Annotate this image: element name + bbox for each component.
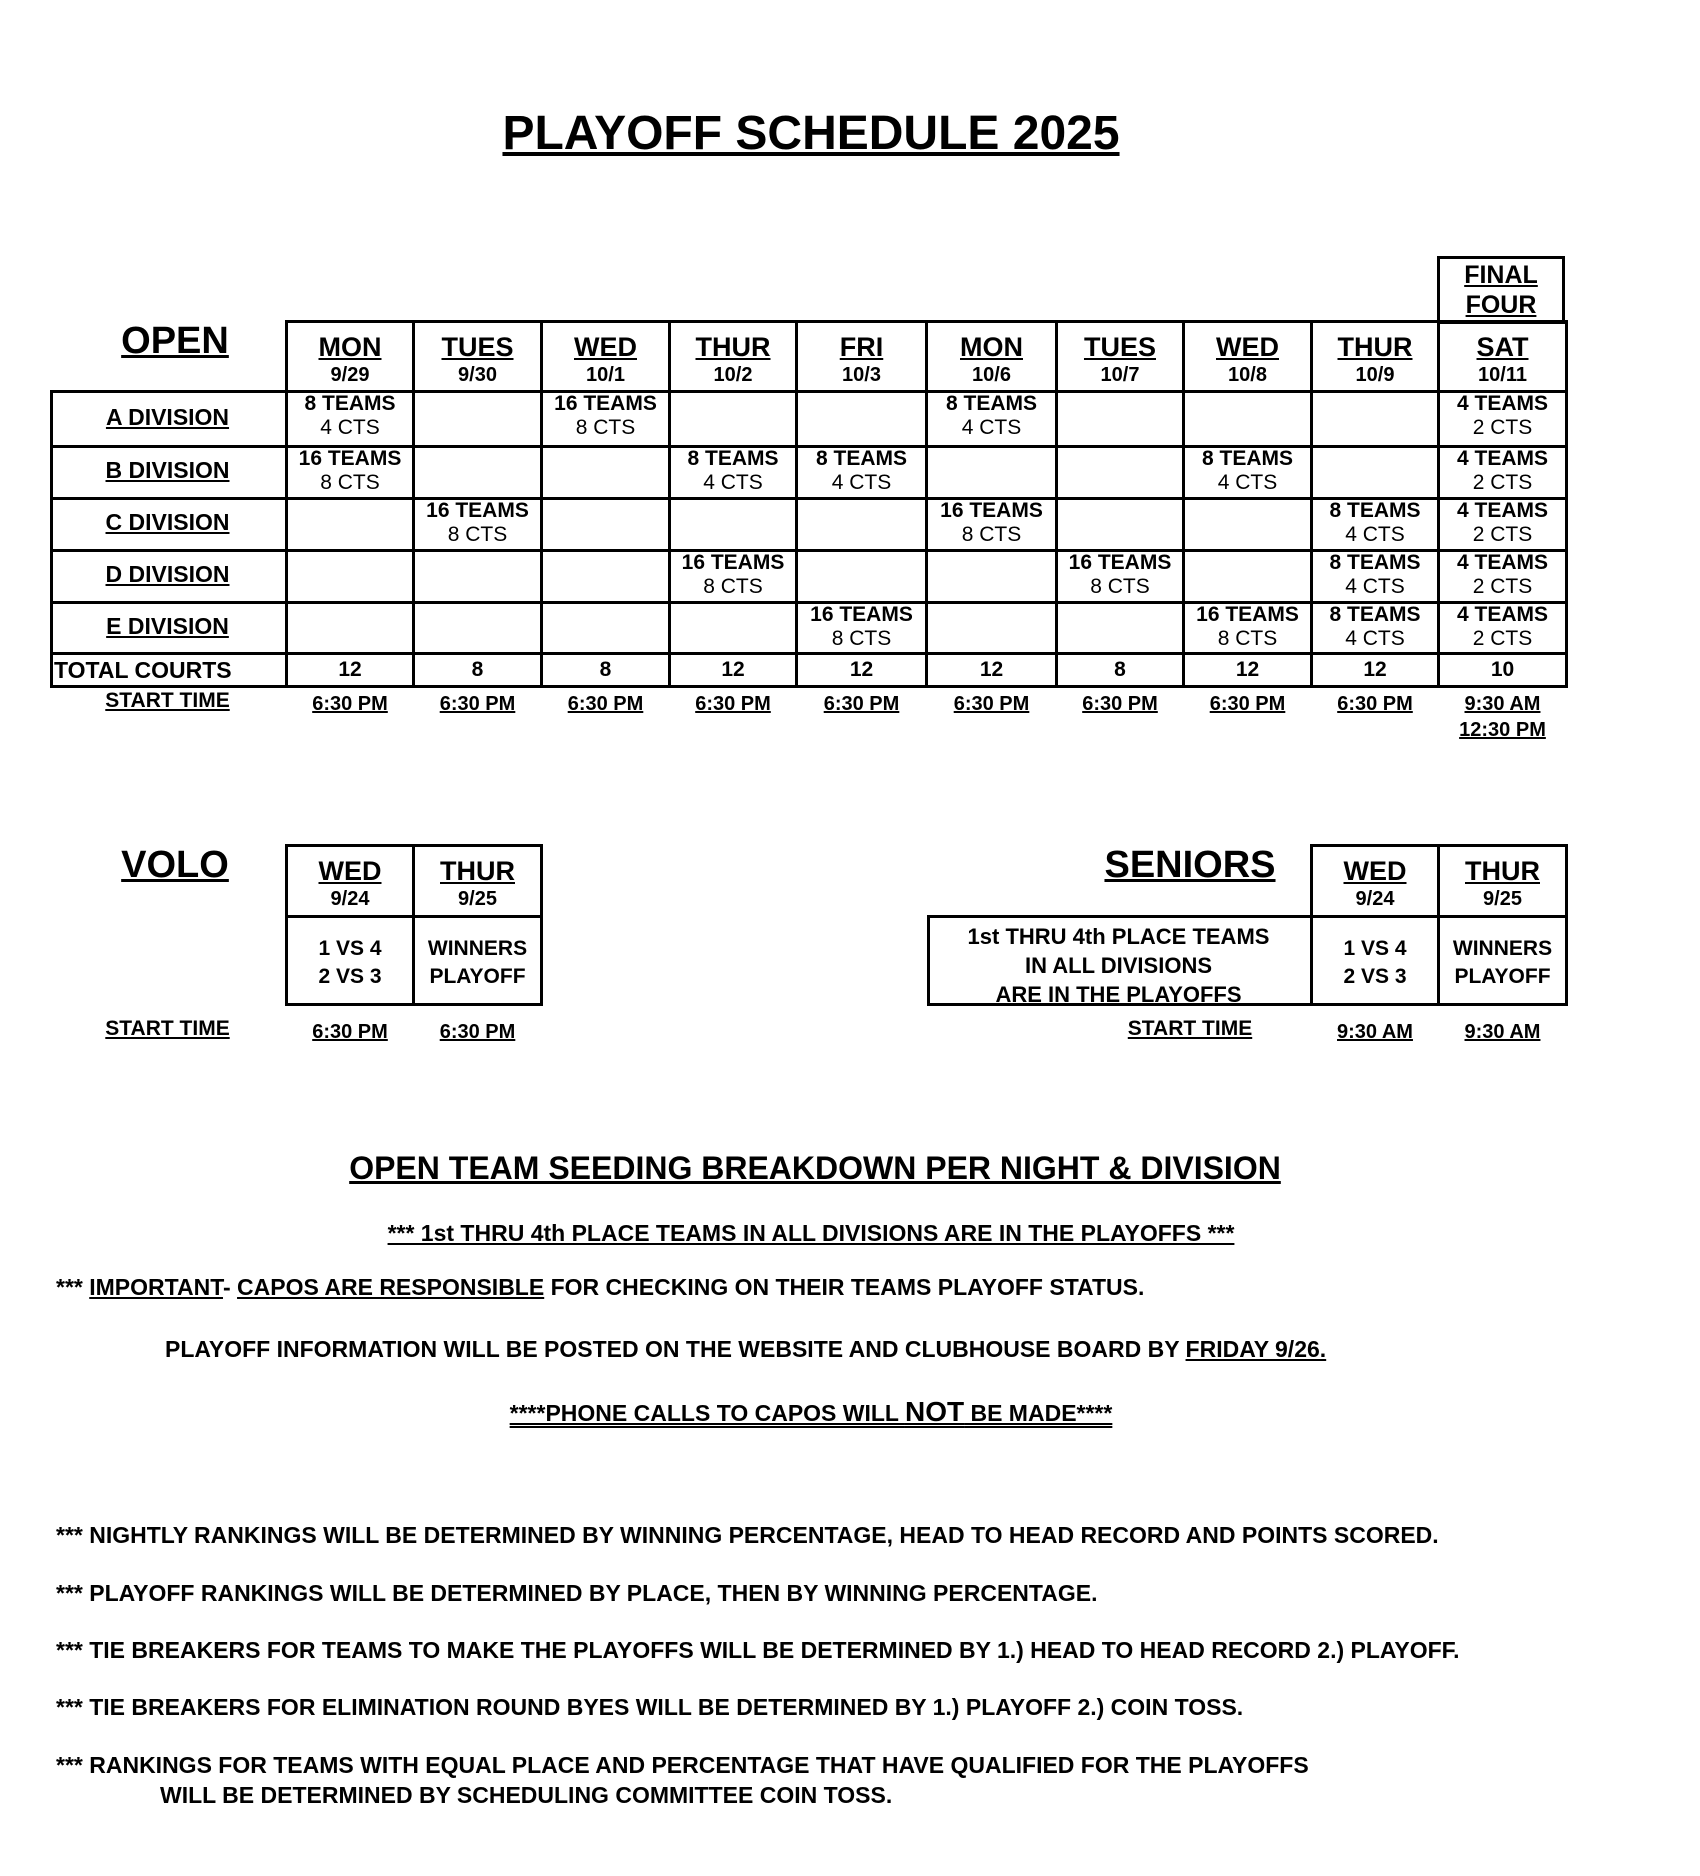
final-four-line2: FOUR <box>1465 291 1537 319</box>
important-line <box>56 1274 1144 1301</box>
total-courts-value: 12 <box>721 658 745 681</box>
total-courts-value: 12 <box>979 658 1004 681</box>
start-time-value: 6:30 PM <box>1209 693 1286 715</box>
courts-count: 8 CTS <box>575 416 636 439</box>
courts-count: 8 CTS <box>1090 575 1150 598</box>
courts-count: 2 CTS <box>1472 575 1533 598</box>
posted-info-line <box>165 1336 1326 1363</box>
courts-count: 8 CTS <box>961 523 1022 546</box>
capos-responsible: CAPOS ARE RESPONSIBLE <box>237 1274 545 1300</box>
column-day: MON <box>960 332 1023 362</box>
note-line: 1st THRU 4th PLACE TEAMS <box>967 924 1270 949</box>
rule-nightly-rankings: *** NIGHTLY RANKINGS WILL BE DETERMINED BY WINNING PERCENTAGE, HEAD TO HEAD RECORD AND POINTS SCORED. <box>56 1522 1439 1548</box>
courts-count: 4 CTS <box>1345 575 1405 598</box>
teams-count: 16 TEAMS <box>554 392 657 415</box>
teams-count: 16 TEAMS <box>681 551 785 574</box>
matchup-line: WINNERS <box>427 937 528 960</box>
teams-count: 4 TEAMS <box>1456 551 1548 574</box>
seniors-qualification-note <box>927 922 1310 1009</box>
teams-count: 16 TEAMS <box>426 499 529 522</box>
courts-count: 4 CTS <box>1217 471 1278 494</box>
open-column-header <box>540 332 671 388</box>
teams-count: 4 TEAMS <box>1456 447 1548 470</box>
column-day: THUR <box>1465 856 1540 886</box>
division-night-cell <box>412 499 543 547</box>
courts-count: 8 CTS <box>447 523 508 546</box>
volo-start-time-label: START TIME <box>105 1017 230 1040</box>
rule-equal-place-continuation: WILL BE DETERMINED BY SCHEDULING COMMITTEE COIN TOSS. <box>160 1782 893 1808</box>
courts-count: 2 CTS <box>1472 471 1533 494</box>
rule-playoff-rankings: *** PLAYOFF RANKINGS WILL BE DETERMINED BY PLACE, THEN BY WINNING PERCENTAGE. <box>56 1580 1098 1606</box>
column-day: FRI <box>839 332 884 362</box>
volo-column-header <box>412 856 543 912</box>
final-four-line1: FINAL <box>1464 261 1538 289</box>
total-courts-value: 12 <box>1363 658 1387 681</box>
division-night-cell <box>1437 603 1568 651</box>
column-date: 10/3 <box>842 364 881 386</box>
seeding-heading: OPEN TEAM SEEDING BREAKDOWN PER NIGHT & DIVISION <box>349 1150 1281 1186</box>
column-day: SAT <box>1476 332 1529 362</box>
open-section-label: OPEN <box>121 320 229 362</box>
volo-matchup-cell <box>412 935 543 991</box>
column-date: 10/6 <box>972 364 1011 386</box>
column-day: MON <box>318 332 382 362</box>
courts-count: 4 CTS <box>703 471 763 494</box>
volo-start-time-value: 6:30 PM <box>439 1021 516 1043</box>
page-title: PLAYOFF SCHEDULE 2025 <box>502 107 1120 160</box>
matchup-line: 1 VS 4 <box>1343 937 1407 960</box>
courts-count: 8 CTS <box>320 471 380 494</box>
important-dash: - <box>222 1274 238 1300</box>
division-night-cell <box>1182 447 1313 495</box>
start-time-extra: 12:30 PM <box>1459 719 1546 741</box>
courts-count: 8 CTS <box>703 575 763 598</box>
division-label: C DIVISION <box>105 509 230 535</box>
courts-count: 2 CTS <box>1472 627 1533 650</box>
column-date: 10/2 <box>713 364 753 386</box>
seniors-mid-border <box>927 915 1568 918</box>
open-column-header <box>1182 332 1313 388</box>
courts-count: 4 CTS <box>1345 523 1405 546</box>
division-night-cell <box>1182 603 1313 651</box>
column-day: TUES <box>1083 332 1156 362</box>
total-courts-value: 8 <box>471 658 484 681</box>
division-night-cell <box>285 392 415 440</box>
column-date: 9/24 <box>330 888 370 910</box>
phone-text-a: ****PHONE CALLS TO CAPOS WILL <box>509 1400 905 1426</box>
column-date: 9/25 <box>458 888 497 910</box>
start-time-value: 6:30 PM <box>312 693 388 715</box>
open-left-border <box>50 390 53 688</box>
open-column-header <box>795 332 928 388</box>
column-day: TUES <box>441 332 514 362</box>
start-time-value: 6:30 PM <box>953 693 1030 715</box>
start-time-value: 6:30 PM <box>439 693 516 715</box>
teams-count: 8 TEAMS <box>304 392 396 415</box>
division-night-cell <box>668 447 798 495</box>
division-night-cell <box>1437 551 1568 599</box>
total-courts-value: 8 <box>599 658 612 681</box>
start-time-value: 6:30 PM <box>567 693 644 715</box>
volo-column-header <box>285 856 415 912</box>
phone-not: NOT <box>904 1396 965 1427</box>
important-word: IMPORTANT <box>89 1274 223 1300</box>
total-courts-value: 12 <box>338 658 362 681</box>
seniors-matchup-cell <box>1437 935 1568 991</box>
teams-count: 4 TEAMS <box>1456 603 1548 626</box>
total-courts-value: 8 <box>1114 658 1126 681</box>
column-date: 9/29 <box>330 364 370 386</box>
courts-count: 4 CTS <box>961 416 1022 439</box>
column-day: WED <box>1343 856 1407 886</box>
phone-calls-line <box>0 1396 1622 1428</box>
playoff-qualify-line: *** 1st THRU 4th PLACE TEAMS IN ALL DIVISIONS ARE IN THE PLAYOFFS *** <box>387 1220 1235 1246</box>
courts-count: 4 CTS <box>320 416 380 439</box>
seniors-start-time-value: 9:30 AM <box>1464 1021 1541 1043</box>
column-day: THUR <box>440 856 515 886</box>
seniors-start-time-label: START TIME <box>1127 1017 1253 1040</box>
rule-tie-breakers-byes: *** TIE BREAKERS FOR ELIMINATION ROUND BYES WILL BE DETERMINED BY 1.) PLAYOFF 2.) COIN TOSS. <box>56 1694 1244 1720</box>
courts-count: 4 CTS <box>1345 627 1405 650</box>
posted-text: PLAYOFF INFORMATION WILL BE POSTED ON THE WEBSITE AND CLUBHOUSE BOARD BY <box>165 1336 1186 1362</box>
open-row-border <box>50 390 1568 393</box>
teams-count: 8 TEAMS <box>687 447 779 470</box>
division-night-cell <box>1310 499 1440 547</box>
open-row-border <box>50 652 1568 655</box>
matchup-line: 1 VS 4 <box>318 937 382 960</box>
matchup-line: PLAYOFF <box>1454 965 1551 988</box>
seniors-matchup-cell <box>1310 935 1440 991</box>
division-label: A DIVISION <box>105 403 230 430</box>
teams-count: 8 TEAMS <box>945 392 1037 415</box>
teams-count: 4 TEAMS <box>1456 392 1548 415</box>
teams-count: 16 TEAMS <box>1068 551 1172 574</box>
important-rest: FOR CHECKING ON THEIR TEAMS PLAYOFF STATUS. <box>544 1274 1145 1300</box>
matchup-line: PLAYOFF <box>429 965 526 988</box>
final-four-label <box>1437 260 1565 320</box>
seniors-start-time-value: 9:30 AM <box>1337 1021 1413 1043</box>
rule-tie-breakers-make: *** TIE BREAKERS FOR TEAMS TO MAKE THE PLAYOFFS WILL BE DETERMINED BY 1.) HEAD TO HEAD RECORD 2.) PLAYOFF. <box>56 1637 1460 1663</box>
seniors-column-header <box>1310 856 1440 912</box>
matchup-line: 2 VS 3 <box>318 965 382 988</box>
division-night-cell <box>1437 392 1568 440</box>
division-night-cell <box>795 603 928 651</box>
total-courts-value: 12 <box>1235 658 1260 681</box>
division-night-cell <box>925 499 1058 547</box>
division-label: E DIVISION <box>106 612 229 639</box>
division-night-cell <box>1437 499 1568 547</box>
column-date: 9/30 <box>458 364 497 386</box>
open-column-header <box>412 332 543 388</box>
column-date: 10/9 <box>1355 364 1395 386</box>
note-line: ARE IN THE PLAYOFFS <box>995 982 1242 1007</box>
total-courts-value: 10 <box>1490 658 1515 681</box>
division-label: D DIVISION <box>105 561 230 587</box>
total-courts-label: TOTAL COURTS <box>54 657 232 683</box>
courts-count: 8 CTS <box>1217 627 1278 650</box>
start-time-value: 6:30 PM <box>1337 693 1413 715</box>
courts-count: 4 CTS <box>831 471 892 494</box>
posted-date: FRIDAY 9/26. <box>1185 1336 1327 1362</box>
teams-count: 8 TEAMS <box>815 447 907 470</box>
matchup-line: 2 VS 3 <box>1343 965 1407 988</box>
start-time-label: START TIME <box>105 689 230 712</box>
total-courts-value: 12 <box>849 658 874 681</box>
volo-start-time-value: 6:30 PM <box>312 1021 388 1043</box>
column-date: 9/25 <box>1483 888 1522 910</box>
column-date: 10/7 <box>1100 364 1140 386</box>
division-night-cell <box>1437 447 1568 495</box>
start-time-value: 6:30 PM <box>1082 693 1158 715</box>
teams-count: 8 TEAMS <box>1329 499 1421 522</box>
volo-matchup-cell <box>285 935 415 991</box>
important-prefix: *** <box>56 1274 90 1300</box>
note-line: IN ALL DIVISIONS <box>1024 953 1213 978</box>
column-date: 10/8 <box>1228 364 1267 386</box>
division-label: B DIVISION <box>105 457 230 483</box>
teams-count: 16 TEAMS <box>810 603 913 626</box>
courts-count: 8 CTS <box>831 627 892 650</box>
open-column-header <box>1437 332 1568 388</box>
column-day: WED <box>1216 332 1279 362</box>
open-column-header <box>1310 332 1440 388</box>
division-night-cell <box>1310 551 1440 599</box>
division-night-cell <box>540 392 671 440</box>
column-date: 10/1 <box>586 364 625 386</box>
teams-count: 8 TEAMS <box>1329 603 1421 626</box>
division-night-cell <box>1310 603 1440 651</box>
division-night-cell <box>285 447 415 495</box>
courts-count: 2 CTS <box>1472 523 1533 546</box>
teams-count: 16 TEAMS <box>1196 603 1299 626</box>
volo-section-label: VOLO <box>121 844 229 886</box>
teams-count: 16 TEAMS <box>298 447 402 470</box>
column-date: 10/11 <box>1478 364 1527 386</box>
open-column-header <box>925 332 1058 388</box>
division-night-cell <box>668 551 798 599</box>
open-table-bottom-border <box>50 685 1568 688</box>
seniors-column-header <box>1437 856 1568 912</box>
column-day: THUR <box>1337 332 1413 362</box>
start-time-value: 6:30 PM <box>695 693 771 715</box>
teams-count: 16 TEAMS <box>940 499 1043 522</box>
matchup-line: WINNERS <box>1452 937 1553 960</box>
division-night-cell <box>1055 551 1185 599</box>
column-day: THUR <box>695 332 771 362</box>
teams-count: 4 TEAMS <box>1456 499 1548 522</box>
open-column-header <box>1055 332 1185 388</box>
division-night-cell <box>795 447 928 495</box>
courts-count: 2 CTS <box>1472 416 1533 439</box>
column-day: WED <box>318 856 382 886</box>
column-day: WED <box>574 332 637 362</box>
column-date: 9/24 <box>1355 888 1395 910</box>
seniors-section-label: SENIORS <box>1104 844 1276 886</box>
open-column-header <box>285 332 415 388</box>
teams-count: 8 TEAMS <box>1329 551 1421 574</box>
start-time-value: 6:30 PM <box>823 693 900 715</box>
start-time-value: 9:30 AM <box>1464 693 1541 715</box>
phone-text-b: BE MADE**** <box>964 1400 1113 1426</box>
teams-count: 8 TEAMS <box>1201 447 1293 470</box>
open-column-header <box>668 332 798 388</box>
division-night-cell <box>925 392 1058 440</box>
rule-equal-place: *** RANKINGS FOR TEAMS WITH EQUAL PLACE AND PERCENTAGE THAT HAVE QUALIFIED FOR THE PLAYOFFS <box>56 1752 1309 1778</box>
